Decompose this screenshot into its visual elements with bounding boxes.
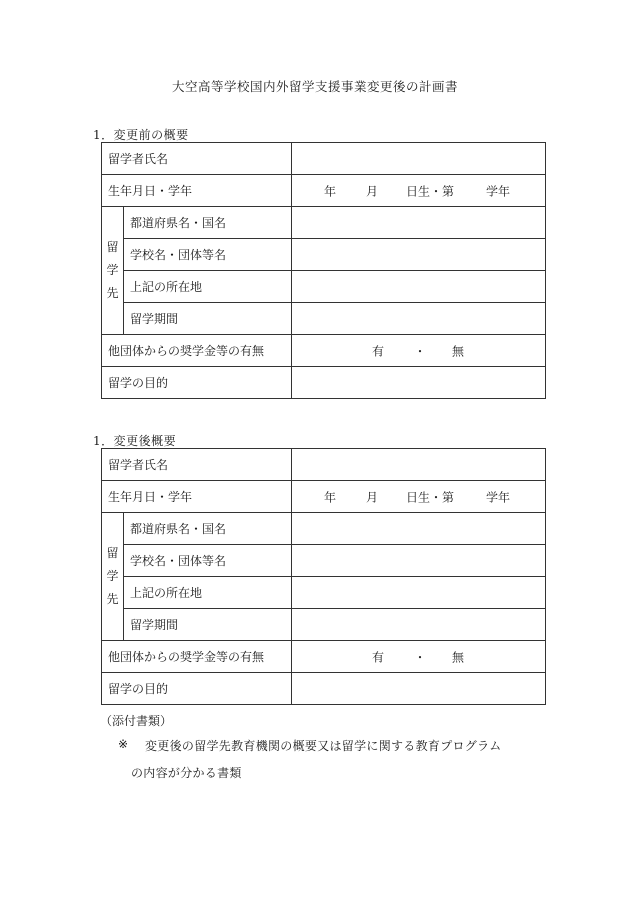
purpose-label: 留学の目的 xyxy=(102,673,292,705)
note-mark: ※ xyxy=(118,737,129,751)
day-grade-text: 日生・第 xyxy=(406,490,455,504)
choice-separator: ・ xyxy=(414,344,427,358)
name-field[interactable] xyxy=(292,449,546,481)
period-field[interactable] xyxy=(292,609,546,641)
birth-label: 生年月日・学年 xyxy=(102,481,292,513)
row-address xyxy=(102,271,546,303)
group-char: 先 xyxy=(106,592,119,606)
row-period xyxy=(102,303,546,335)
form-table-after xyxy=(101,448,546,705)
school-label: 学校名・団体等名 xyxy=(124,545,292,577)
month-text: 月 xyxy=(366,184,379,198)
note-text-line2: の内容が分かる書類 xyxy=(131,766,242,780)
choice-yes[interactable]: 有 xyxy=(372,344,385,358)
birth-field[interactable] xyxy=(292,175,546,207)
year-text: 年 xyxy=(324,184,337,198)
grade-text: 学年 xyxy=(486,490,511,504)
purpose-field[interactable] xyxy=(292,673,546,705)
scholarship-label: 他団体からの奨学金等の有無 xyxy=(102,335,292,367)
name-label: 留学者氏名 xyxy=(102,449,292,481)
prefecture-label: 都道府県名・国名 xyxy=(124,207,292,239)
form-table-before xyxy=(101,142,546,399)
choice-separator: ・ xyxy=(414,650,427,664)
row-purpose xyxy=(102,673,546,705)
prefecture-label: 都道府県名・国名 xyxy=(124,513,292,545)
row-period xyxy=(102,609,546,641)
scholarship-label: 他団体からの奨学金等の有無 xyxy=(102,641,292,673)
scholarship-field[interactable] xyxy=(292,641,546,673)
group-char: 学 xyxy=(106,263,119,277)
choice-yes[interactable]: 有 xyxy=(372,650,385,664)
period-label: 留学期間 xyxy=(124,303,292,335)
school-label: 学校名・団体等名 xyxy=(124,239,292,271)
destination-group-label xyxy=(102,207,124,335)
day-grade-text: 日生・第 xyxy=(406,184,455,198)
row-scholarship xyxy=(102,641,546,673)
row-name xyxy=(102,143,546,175)
prefecture-field[interactable] xyxy=(292,207,546,239)
row-birth xyxy=(102,481,546,513)
section-heading-before: 1．変更前の概要 xyxy=(93,128,189,142)
name-label: 留学者氏名 xyxy=(102,143,292,175)
school-field[interactable] xyxy=(292,239,546,271)
month-text: 月 xyxy=(366,490,379,504)
section-heading-after: 1．変更後概要 xyxy=(93,434,177,448)
purpose-field[interactable] xyxy=(292,367,546,399)
year-text: 年 xyxy=(324,490,337,504)
address-label: 上記の所在地 xyxy=(124,271,292,303)
row-name xyxy=(102,449,546,481)
birth-field[interactable] xyxy=(292,481,546,513)
row-prefecture xyxy=(102,513,546,545)
row-purpose xyxy=(102,367,546,399)
row-school xyxy=(102,239,546,271)
birth-label: 生年月日・学年 xyxy=(102,175,292,207)
row-birth xyxy=(102,175,546,207)
row-scholarship xyxy=(102,335,546,367)
note-text-line1: 変更後の留学先教育機関の概要又は留学に関する教育プログラム xyxy=(145,739,502,753)
period-label: 留学期間 xyxy=(124,609,292,641)
destination-group-label xyxy=(102,513,124,641)
period-field[interactable] xyxy=(292,303,546,335)
row-school xyxy=(102,545,546,577)
address-label: 上記の所在地 xyxy=(124,577,292,609)
document-title: 大空高等学校国内外留学支援事業変更後の計画書 xyxy=(171,79,458,94)
group-char: 先 xyxy=(106,286,119,300)
group-char: 学 xyxy=(106,569,119,583)
address-field[interactable] xyxy=(292,577,546,609)
address-field[interactable] xyxy=(292,271,546,303)
group-char: 留 xyxy=(106,546,119,560)
grade-text: 学年 xyxy=(486,184,511,198)
purpose-label: 留学の目的 xyxy=(102,367,292,399)
name-field[interactable] xyxy=(292,143,546,175)
attachments-heading: （添付書類） xyxy=(100,714,173,728)
group-char: 留 xyxy=(106,240,119,254)
prefecture-field[interactable] xyxy=(292,513,546,545)
scholarship-field[interactable] xyxy=(292,335,546,367)
school-field[interactable] xyxy=(292,545,546,577)
row-prefecture xyxy=(102,207,546,239)
choice-no[interactable]: 無 xyxy=(452,344,465,358)
choice-no[interactable]: 無 xyxy=(452,650,465,664)
row-address xyxy=(102,577,546,609)
